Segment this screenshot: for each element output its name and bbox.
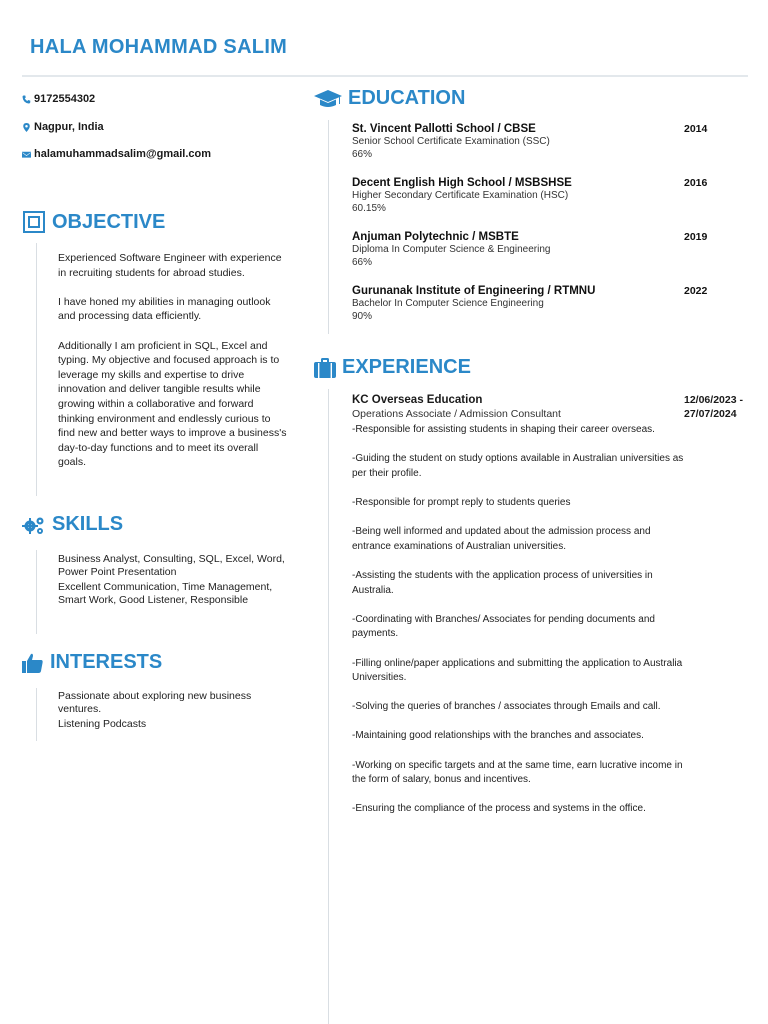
skill-item: Business Analyst, Consulting, SQL, Excel, Word, Power Point Presentation — [58, 553, 285, 578]
contact-phone — [22, 93, 95, 105]
skill-item: Excellent Communication, Time Management, Smart Work, Good Listener, Responsible — [58, 581, 273, 606]
map-pin-icon — [22, 123, 31, 132]
duty-item: -Responsible for prompt reply to students queries — [352, 496, 571, 508]
education-year: 2019 — [684, 231, 708, 243]
duty-item: -Maintaining good relationships with the branches and associates. — [352, 730, 644, 742]
resume-name: HALA MOHAMMAD SALIM — [30, 36, 288, 58]
phone-text: 9172554302 — [34, 93, 96, 105]
briefcase-icon — [314, 358, 336, 378]
interests-rule — [36, 688, 37, 741]
score: 90% — [352, 311, 373, 322]
graduation-cap-icon — [314, 89, 342, 109]
gears-icon — [22, 515, 46, 535]
objective-paragraph: Experienced Software Engineer with experience in recruiting students for abroad studies. — [58, 252, 282, 279]
score: 66% — [352, 257, 373, 268]
date-end: 27/07/2024 — [684, 408, 737, 420]
interests-list — [58, 690, 288, 733]
school-name: Anjuman Polytechnic / MSBTE — [352, 231, 519, 243]
school-name: Gurunanak Institute of Engineering / RTMNU — [352, 285, 596, 297]
education-year: 2016 — [684, 177, 708, 189]
interests-title: INTERESTS — [50, 651, 163, 673]
education-year: 2014 — [684, 123, 708, 135]
duty-item: -Responsible for assisting students in shaping their career overseas. — [352, 424, 655, 435]
objective-title: OBJECTIVE — [52, 210, 166, 233]
education-entry — [352, 123, 692, 160]
duty-item: -Filling online/paper applications and submitting the application to Australia Universities. — [352, 657, 683, 684]
header-divider — [22, 75, 748, 77]
interest-item: Passionate about exploring new business ventures. — [58, 690, 252, 715]
duty-item: -Coordinating with Branches/ Associates for pending documents and payments. — [352, 613, 655, 640]
objective-text — [58, 251, 288, 485]
education-entry — [352, 285, 692, 322]
education-year: 2022 — [684, 285, 708, 297]
school-name: St. Vincent Pallotti School / CBSE — [352, 123, 536, 135]
thumbs-up-icon — [22, 653, 44, 673]
degree-name: Diploma In Computer Science & Engineering — [352, 244, 551, 255]
education-title: EDUCATION — [348, 87, 466, 109]
score: 60.15% — [352, 203, 386, 214]
skills-title: SKILLS — [52, 513, 124, 535]
email-text: halamuhammadsalim@gmail.com — [34, 148, 212, 160]
objective-icon — [22, 210, 46, 234]
location-text: Nagpur, India — [34, 121, 104, 133]
duty-item: -Ensuring the compliance of the process and systems in the office. — [352, 803, 646, 815]
objective-rule — [36, 243, 37, 496]
experience-rule — [328, 389, 329, 1024]
phone-icon — [22, 95, 31, 104]
education-rule — [328, 120, 329, 334]
experience-heading — [314, 356, 471, 379]
objective-paragraph: Additionally I am proficient in SQL, Excel and typing. My objective and focused approach is to leverage my skills and expertise to drive innovation and deliver tangible results while growing within a collaborative and forward thinking environment and endlessly curious to find new and better ways to improve a business's day-to-day functions and to meet its overall goals. — [58, 339, 287, 469]
school-name: Decent English High School / MSBSHSE — [352, 177, 572, 189]
envelope-icon — [22, 150, 31, 159]
employment-dates — [684, 393, 743, 421]
score: 66% — [352, 149, 373, 160]
education-entry — [352, 231, 692, 268]
duty-item: -Working on specific targets and at the same time, earn lucrative income in the form of salary, bonus and incentives. — [352, 759, 683, 786]
experience-title: EXPERIENCE — [342, 356, 471, 378]
skills-list — [58, 553, 288, 609]
duty-item: -Being well informed and updated about the admission process and entrance examinations of Australian universities. — [352, 526, 651, 552]
contact-email — [22, 148, 211, 160]
objective-paragraph: I have honed my abilities in managing outlook and processing data efficiently. — [58, 295, 271, 323]
duty-list — [352, 423, 692, 832]
job-role: Operations Associate / Admission Consultant — [352, 408, 561, 420]
degree-name: Bachelor In Computer Science Engineering — [352, 298, 544, 309]
degree-name: Senior School Certificate Examination (SSC) — [352, 136, 550, 147]
degree-name: Higher Secondary Certificate Examination (HSC) — [352, 190, 569, 201]
skills-heading — [22, 513, 123, 536]
education-entry — [352, 177, 692, 214]
interest-item: Listening Podcasts — [58, 718, 147, 730]
duty-item: -Solving the queries of branches / associates through Emails and call. — [352, 701, 661, 713]
education-heading — [314, 87, 465, 110]
skills-rule — [36, 550, 37, 634]
duty-item: -Guiding the student on study options available in Australian universities as per their profile. — [352, 453, 684, 479]
contact-location — [22, 121, 104, 133]
duty-item: -Assisting the students with the application process of universities in Australia. — [352, 569, 653, 596]
interests-heading — [22, 651, 162, 674]
objective-heading — [22, 210, 165, 234]
date-start: 12/06/2023 - — [684, 394, 743, 406]
company-name: KC Overseas Education — [352, 394, 483, 406]
